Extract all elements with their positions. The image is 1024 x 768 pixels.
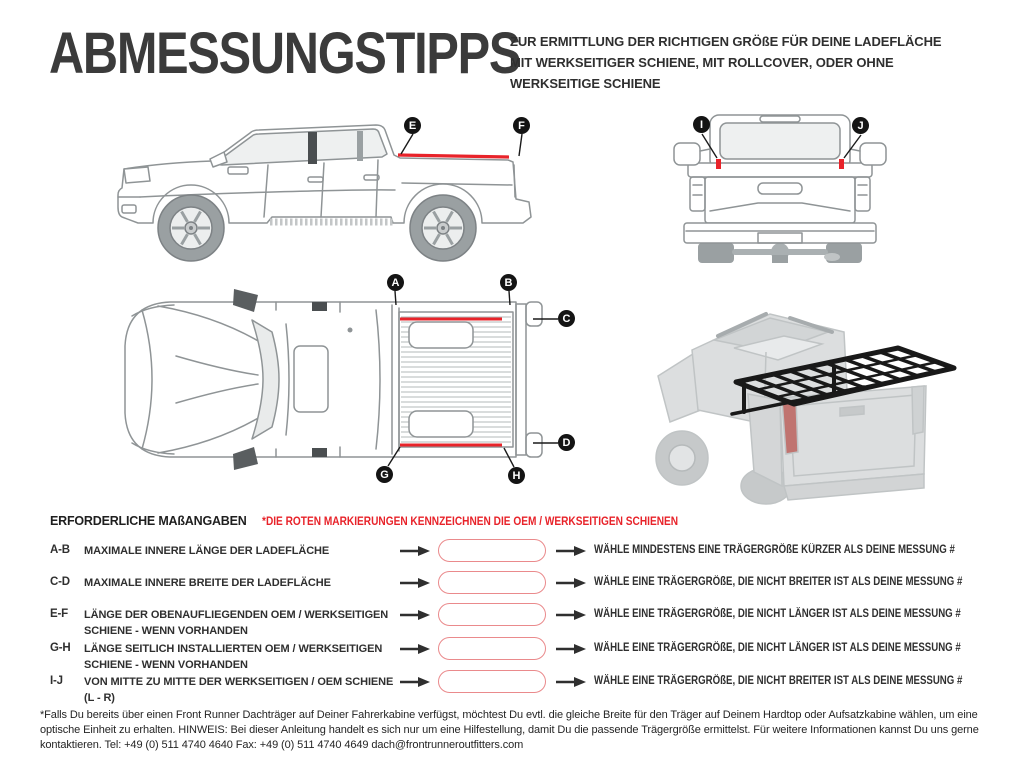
marker-b: B <box>500 274 517 291</box>
marker-f: F <box>513 117 530 134</box>
measurement-row-g-h <box>50 641 1010 673</box>
truck-side-view-illustration <box>110 105 550 265</box>
row-instruction: WÄHLE EINE TRÄGERGRÖßE, DIE NICHT BREITER IST ALS DEINE MESSUNG # <box>594 576 963 588</box>
measurements-table-header <box>50 514 734 528</box>
truck-top-view <box>112 272 612 494</box>
row-instruction: WÄHLE EINE TRÄGERGRÖßE, DIE NICHT BREITER IST ALS DEINE MESSUNG # <box>594 675 963 687</box>
oem-rail-highlight <box>398 155 509 157</box>
arrow-right-icon <box>556 609 586 621</box>
row-code: C-D <box>50 576 70 588</box>
row-instruction: WÄHLE EINE TRÄGERGRÖßE, DIE NICHT LÄNGER IST ALS DEINE MESSUNG # <box>594 642 961 654</box>
row-code: A-B <box>50 544 70 556</box>
row-label: VON MITTE ZU MITTE DER WERKSEITIGEN / OEM SCHIENE (L - R) <box>84 676 394 704</box>
row-label: LÄNGE DER OBENAUFLIEGENDEN OEM / WERKSEITIGEN SCHIENE - WENN VORHANDEN <box>84 609 389 637</box>
arrow-right-icon <box>556 545 586 557</box>
oem-rail-mark-left <box>716 159 721 169</box>
row-code: E-F <box>50 608 68 620</box>
bed-rack-product-illustration <box>648 290 1018 508</box>
oem-rail-mark-right <box>839 159 844 169</box>
measurement-row-c-d <box>50 575 1010 594</box>
measurement-row-i-j <box>50 674 1010 706</box>
row-code: G-H <box>50 642 71 654</box>
marker-g: G <box>376 466 393 483</box>
arrow-right-icon <box>400 577 430 589</box>
arrow-right-icon <box>400 643 430 655</box>
arrow-right-icon <box>556 643 586 655</box>
row-label: MAXIMALE INNERE LÄNGE DER LADEFLÄCHE <box>84 545 330 557</box>
marker-i: I <box>693 116 710 133</box>
marker-a: A <box>387 274 404 291</box>
row-instruction: WÄHLE EINE TRÄGERGRÖßE, DIE NICHT LÄNGER IST ALS DEINE MESSUNG # <box>594 608 961 620</box>
required-measurements-heading: ERFORDERLICHE MAßANGABEN <box>50 514 247 528</box>
arrow-right-icon <box>556 577 586 589</box>
arrow-right-icon <box>400 609 430 621</box>
measurement-input[interactable] <box>438 571 546 594</box>
arrow-right-icon <box>400 545 430 557</box>
row-code: I-J <box>50 675 63 687</box>
marker-h: H <box>508 467 525 484</box>
measurement-input[interactable] <box>438 603 546 626</box>
truck-rack-render <box>648 290 1018 508</box>
footer-note: *Falls Du bereits über einen Front Runner Dachträger auf Deiner Fahrerkabine verfügst, möchtest Du evtl. die gleiche Breite für den Träger auf Deinem Hardtop oder Aufsatzkabine wählen, um eine optische Einheit zu erhalten. HINWEIS: Bei dieser Anleitung handelt es sich nur um eine Hilfestellung, damit Du die passende Trägergröße ermittelst. Für weitere Informationen kannst Du uns gerne kontaktieren. Tel: +49 (0) 511 4740 4640 Fax: +49 (0) 511 4740 4649 dach@frontrunneroutfitters.com <box>40 709 979 751</box>
marker-d: D <box>558 434 575 451</box>
red-markings-note: *DIE ROTEN MARKIERUNGEN KENNZEICHNEN DIE OEM / WERKSEITIGEN SCHIENEN <box>261 516 678 528</box>
truck-top-view-illustration <box>112 272 612 494</box>
page-subtitle: ZUR ERMITTLUNG DER RICHTIGEN GRÖßE FÜR DEINE LADEFLÄCHE MIT WERKSEITIGER SCHIENE, MIT ROLLCOVER, ODER OHNE WERKSEITIGE SCHIENE <box>510 34 942 91</box>
measurement-input[interactable] <box>438 637 546 660</box>
arrow-right-icon <box>400 676 430 688</box>
row-label: LÄNGE SEITLICH INSTALLIERTEN OEM / WERKSEITIGEN SCHIENE - WENN VORHANDEN <box>84 643 383 671</box>
page-title: ABMESSUNGSTIPPS <box>49 21 521 86</box>
row-label: MAXIMALE INNERE BREITE DER LADEFLÄCHE <box>84 577 331 589</box>
marker-e: E <box>404 117 421 134</box>
truck-side-view <box>110 105 550 265</box>
measurement-row-e-f <box>50 607 1010 639</box>
arrow-right-icon <box>556 676 586 688</box>
marker-j: J <box>852 117 869 134</box>
measurement-row-a-b <box>50 543 1010 562</box>
row-instruction: WÄHLE MINDESTENS EINE TRÄGERGRÖßE KÜRZER ALS DEINE MESSUNG # <box>594 544 955 556</box>
measurement-input[interactable] <box>438 539 546 562</box>
measurement-input[interactable] <box>438 670 546 693</box>
marker-c: C <box>558 310 575 327</box>
